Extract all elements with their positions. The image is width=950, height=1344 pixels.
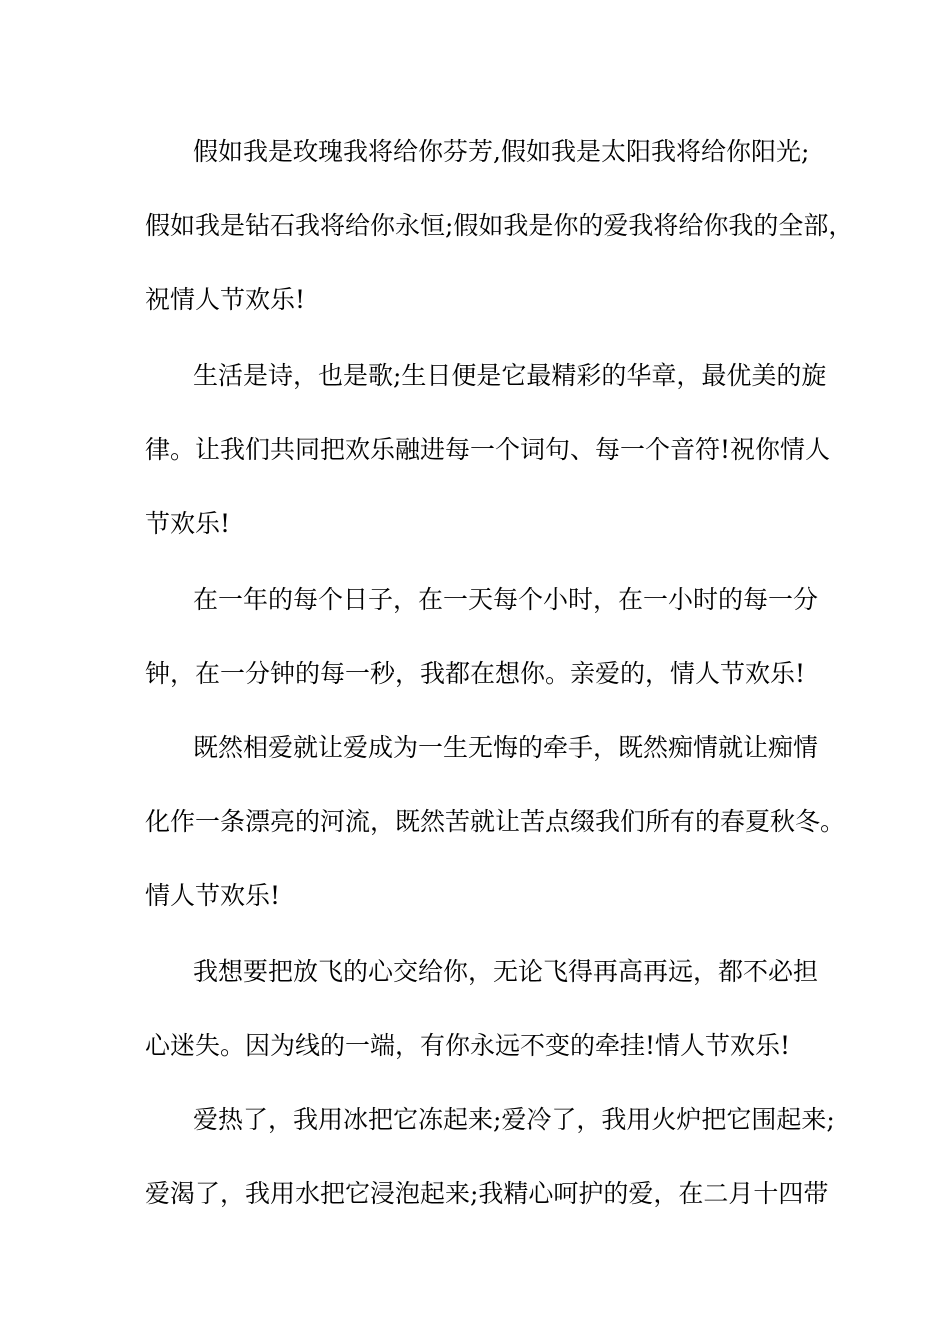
paragraph-2-line-1: 生活是诗，也是歌;生日便是它最精彩的华章，最优美的旋 xyxy=(193,361,827,390)
paragraph-4-line-3: 情人节欢乐! xyxy=(145,881,281,910)
paragraph-6-line-1: 爱热了，我用冰把它冻起来;爱冷了，我用火炉把它围起来; xyxy=(193,1105,835,1134)
paragraph-1-line-1: 假如我是玫瑰我将给你芬芳,假如我是太阳我将给你阳光; xyxy=(193,137,810,166)
paragraph-3-line-1: 在一年的每个日子，在一天每个小时，在一小时的每一分 xyxy=(193,585,819,614)
paragraph-1-line-2: 假如我是钻石我将给你永恒;假如我是你的爱我将给你我的全部， xyxy=(145,211,854,240)
paragraph-6-line-2: 爱渴了，我用水把它浸泡起来;我精心呵护的爱，在二月十四带 xyxy=(145,1179,829,1208)
paragraph-2-line-3: 节欢乐! xyxy=(145,509,231,538)
paragraph-4-line-2: 化作一条漂亮的河流，既然苦就让苦点缀我们所有的春夏秋冬。 xyxy=(145,807,846,836)
paragraph-2-line-2: 律。让我们共同把欢乐融进每一个词句、每一个音符!祝你情人 xyxy=(145,435,831,464)
paragraph-4-line-1: 既然相爱就让爱成为一生无悔的牵手，既然痴情就让痴情 xyxy=(193,733,819,762)
paragraph-3-line-2: 钟，在一分钟的每一秒，我都在想你。亲爱的，情人节欢乐! xyxy=(145,659,806,688)
paragraph-5-line-2: 心迷失。因为线的一端，有你永远不变的牵挂!情人节欢乐! xyxy=(145,1031,791,1060)
paragraph-5-line-1: 我想要把放飞的心交给你，无论飞得再高再远，都不必担 xyxy=(193,957,819,986)
paragraph-1-line-3: 祝情人节欢乐! xyxy=(145,285,306,314)
